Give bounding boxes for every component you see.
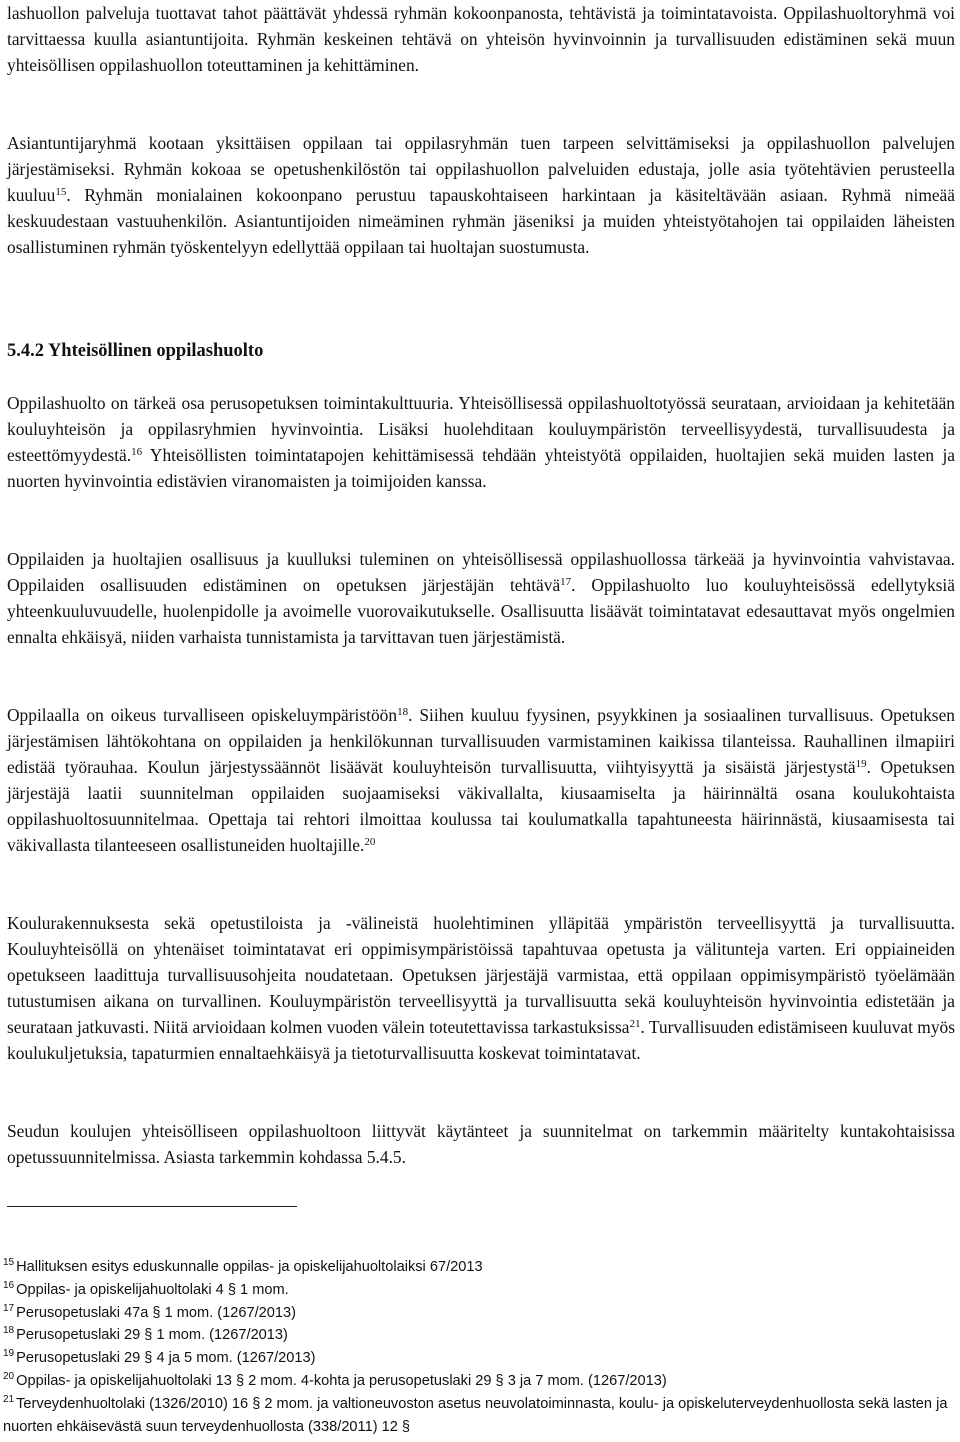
footnote-ref: 16	[131, 446, 143, 458]
footnote-separator	[7, 1206, 297, 1207]
text-run: . Siihen kuuluu fyysinen, psyykkinen ja sosiaalinen turvallisuus. Opetuksen järjestämisen lähtökohtana on oppilaiden ja henkilökunnan turvallisuuden varmistaminen kaikissa tilanteissa. Rauhallinen ilmapiiri edistää työrauhaa. Koulun järjestyssäännöt lisäävät kouluyhteisön turvallisuutta, viihtyisyyttä ja sisäistä järjestystä	[7, 705, 955, 777]
footnote-item	[3, 1324, 953, 1347]
footnote-number: 19	[3, 1348, 15, 1360]
text-run: Oppilashuolto on tärkeä osa perusopetuksen toimintakulttuuria. Yhteisöllisessä oppilashuoltotyössä seurataan, arvioidaan ja kehitetään kouluyhteisön ja oppilasryhmien hyvinvointia. Lisäksi huolehditaan kouluympäristön terveellisyydestä, turvallisuudesta ja esteettömyydestä.	[7, 393, 955, 465]
footnote-item	[3, 1279, 953, 1302]
footnotes	[3, 1256, 953, 1438]
footnote-item	[3, 1393, 953, 1439]
footnote-number: 16	[3, 1279, 15, 1291]
text-run: Oppilaalla on oikeus turvalliseen opiskeluympäristöön	[7, 705, 398, 725]
paragraph-expert-group	[7, 130, 955, 260]
paragraph-safe-environment	[7, 702, 955, 858]
text-run: lashuollon palveluja tuottavat tahot päättävät yhdessä ryhmän kokoonpanosta, tehtävistä ja toimintatavoista. Oppilashuoltoryhmä voi tarvittaessa kuulla asiantuntijoita. Ryhmän keskeinen tehtävä on yhteisön hyvinvoinnin ja turvallisuuden edistäminen sekä muun yhteisöllisen oppilashuollon toteuttaminen ja kehittäminen.	[7, 3, 955, 75]
footnote-text: Oppilas- ja opiskelijahuoltolaki 4 § 1 mom.	[16, 1281, 289, 1298]
footnote-number: 17	[3, 1302, 15, 1314]
footnote-number: 20	[3, 1370, 15, 1382]
footnote-item	[3, 1370, 953, 1393]
text-run: . Turvallisuuden edistämiseen kuuluvat myös koulukuljetuksia, tapaturmien ennaltaehkäisyä ja tietoturvallisuutta koskevat toimintatavat.	[7, 1017, 955, 1063]
footnote-ref: 19	[855, 758, 867, 770]
footnote-item	[3, 1302, 953, 1325]
paragraph-school-premises	[7, 910, 955, 1066]
footnote-text: Hallituksen esitys eduskunnalle oppilas- ja opiskelijahuoltolaiksi 67/2013	[16, 1259, 483, 1275]
footnote-number: 15	[3, 1257, 15, 1268]
paragraph-participation	[7, 546, 955, 650]
text-run: Asiantuntijaryhmä kootaan yksittäisen oppilaan tai oppilasryhmän tuen tarpeen selvittämiseksi ja oppilashuollon palvelujen järjestämiseksi. Ryhmän kokoaa se opetushenkilöstön tai oppilashuollon palveluiden edustaja, jolle asia työtehtävien perusteella kuuluu	[7, 133, 955, 205]
footnote-ref: 17	[560, 576, 572, 588]
footnote-ref: 18	[397, 706, 409, 718]
footnote-ref: 20	[364, 836, 376, 848]
text-run: Koulurakennuksesta sekä opetustiloista ja -välineistä huolehtiminen ylläpitää ympäristön terveellisyyttä ja turvallisuutta. Kouluyhteisöllä on yhtenäiset toimintatavat eri oppimisympäristöissä tapahtuvaa opetusta ja välitunteja varten. Eri oppiaineiden opetukseen laadittuja turvallisuusohjeita noudatetaan. Opetuksen järjestäjä varmistaa, että oppilaan oppimisympäristö työelämään tutustumisen aikana on turvallinen. Kouluympäristön terveellisyyttä ja turvallisuutta sekä kouluyhteisön hyvinvointia edistetään ja seurataan jatkuvasti. Niitä arvioidaan kolmen vuoden välein toteutettavissa tarkastuksissa	[7, 913, 955, 1037]
footnote-number: 18	[3, 1325, 15, 1337]
text-run: . Oppilashuolto luo kouluyhteisössä edellytyksiä yhteenkuuluvuudelle, huolenpidolle ja avoimelle vuorovaikutukselle. Osallisuutta lisäävät toimintatavat edesauttavat myös ongelmien ennalta ehkäisyä, niiden varhaista tunnistamista ja tarvittavan tuen järjestämistä.	[7, 575, 955, 647]
paragraph-communal-care	[7, 390, 955, 494]
footnote-text: Perusopetuslaki 47a § 1 mom. (1267/2013)	[16, 1304, 297, 1321]
footnote-text: Perusopetuslaki 29 § 4 ja 5 mom. (1267/2013)	[16, 1350, 316, 1367]
text-run: Yhteisöllisten toimintatapojen kehittämisessä tehdään yhteistyötä oppilaiden, huoltajien sekä muiden lasten ja nuorten hyvinvointia edistävien viranomaisten ja toimijoiden kanssa.	[7, 445, 955, 491]
paragraph-team-composition	[7, 0, 955, 78]
footnote-text: Oppilas- ja opiskelijahuoltolaki 13 § 2 mom. 4-kohta ja perusopetuslaki 29 § 3 ja 7 mom. (1267/2013)	[16, 1372, 667, 1389]
text-run: . Opetuksen järjestäjä laatii suunnitelman oppilaiden suojaamiseksi väkivallalta, kiusaamiselta ja häirinnältä osana koulukohtaista oppilashuoltosuunnitelmaa. Opettaja tai rehtori ilmoittaa koulussa tai koulumatkalla tapahtuneesta häirinnästä, kiusaamisesta tai väkivallasta tilanteeseen osallistuneiden huoltajille.	[7, 757, 956, 855]
text-run: . Ryhmän monialainen kokoonpano perustuu tapauskohtaiseen harkintaan ja käsiteltävään asiaan. Ryhmä nimeää keskuudestaan vastuuhenkilön. Asiantuntijoiden nimeäminen ryhmän jäseniksi ja muiden yhteistyötahojen tai oppilaiden läheisten osallistuminen ryhmän työskentelyyn edellyttää oppilaan tai huoltajan suostumusta.	[7, 185, 955, 257]
text-run: Seudun koulujen yhteisölliseen oppilashuoltoon liittyvät käytänteet ja suunnitelmat on tarkemmin määritelty kuntakohtaisissa opetussuunnitelmissa. Asiasta tarkemmin kohdassa 5.4.5.	[7, 1121, 955, 1167]
footnote-ref: 21	[629, 1018, 641, 1030]
footnote-item	[3, 1347, 953, 1370]
paragraph-regional-practices	[7, 1118, 955, 1170]
footnote-text: Terveydenhuoltolaki (1326/2010) 16 § 2 mom. ja valtioneuvoston asetus neuvolatoiminnasta, koulu- ja opiskeluterveydenhuollosta sekä lasten ja nuorten ehkäisevästä suun terveydenhuollosta (338/2011) 12 §	[3, 1395, 948, 1435]
footnote-item	[3, 1256, 953, 1279]
footnote-number: 21	[3, 1393, 15, 1405]
footnote-text: Perusopetuslaki 29 § 1 mom. (1267/2013)	[16, 1327, 288, 1344]
footnote-ref: 15	[55, 186, 67, 198]
text-run: Oppilaiden ja huoltajien osallisuus ja kuulluksi tuleminen on yhteisöllisessä oppilashuollossa tärkeää ja hyvinvointia vahvistavaa. Oppilaiden osallisuuden edistäminen on opetuksen järjestäjän tehtävä	[7, 549, 955, 595]
section-heading: 5.4.2 Yhteisöllinen oppilashuolto	[7, 341, 264, 361]
